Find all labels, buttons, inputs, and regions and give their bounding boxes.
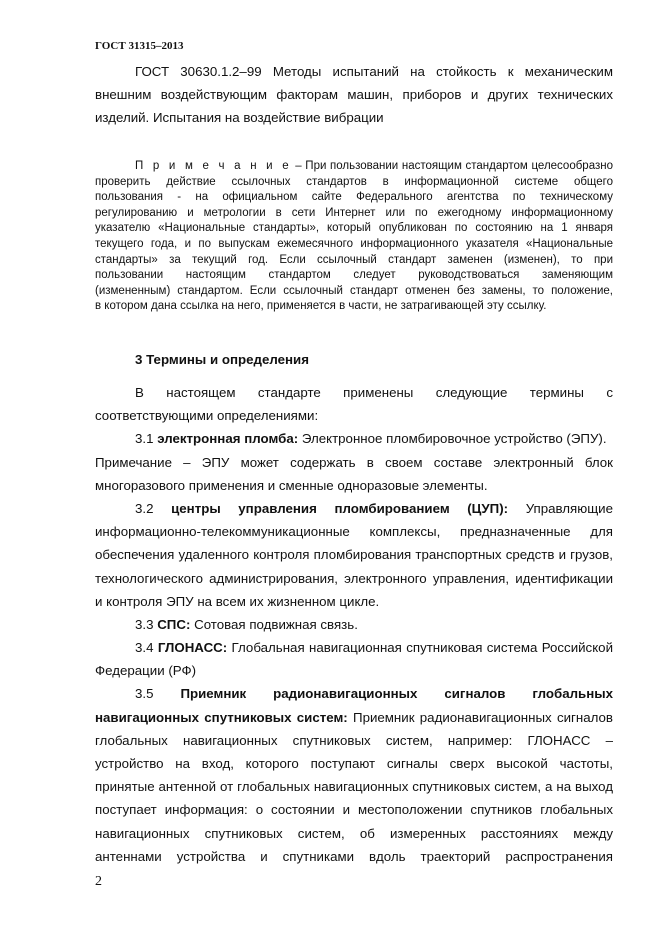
note-text: – При пользовании настоящим стандартом целесообразно [291, 160, 613, 172]
text-line: поступает информация: о состоянии и местоположении спутников глобальных [95, 802, 613, 818]
text-line: принятые антенной от глобальных навигационных спутниковых систем, а на выход [95, 779, 613, 795]
text-line: устройство на вход, которого поступают сигналы сверх высокой частоты, [95, 756, 613, 771]
section-3 [95, 348, 613, 371]
reference-gost-30630 [95, 60, 613, 130]
section-3-body [95, 381, 613, 868]
text-line: указателю «Национальные стандарты», который опубликован по состоянию на 1 января [95, 222, 613, 235]
term-name: навигационных спутниковых систем: [95, 709, 348, 725]
text-line: многоразового применения и сменные одноразовые элементы. [95, 477, 488, 493]
text-line: ГОСТ 30630.1.2–99 Методы испытаний на стойкость к механическим [135, 64, 613, 79]
text-line: пользования - на официальном сайте Федерального агентства по техническому [95, 191, 613, 204]
text-line: технологического администрирования, электронного управления, идентификации [95, 570, 613, 586]
term-3-3: 3.3 СПС: Сотовая подвижная связь. [135, 616, 358, 632]
text-line: соответствующими определениями: [95, 408, 319, 424]
note-block [95, 159, 613, 315]
text-line: пользовании настоящим стандартом следует руководствоваться заменяющим [95, 269, 613, 282]
text-line: (измененным) стандартом. Если ссылочный стандарт отменен без замены, то положение, [95, 284, 613, 297]
term-3-5: 3.5 Приемник радионавигационных сигналов глобальных [135, 686, 613, 702]
text-line: навигационных спутниковых систем, об измеренных расстояниях между [95, 825, 613, 841]
text-line: антеннами устройства и спутниками вдоль траекторий распространения [95, 848, 613, 864]
term-name: Приемник радионавигационных сигналов глобальных [180, 686, 613, 702]
term-name: электронная пломба: [157, 431, 299, 447]
text-line: регулированию и метрологии в сети Интернет или по ежегодному информационному [95, 206, 613, 219]
text-line: обеспечения удаленного контроля пломбирования транспортных средств и грузов, [95, 547, 613, 563]
term-3-1: 3.1 электронная пломба: Электронное пломбировочное устройство (ЭПУ). [135, 431, 607, 447]
section-heading: 3 Термины и определения [135, 352, 309, 367]
text-line: Федерации (РФ) [95, 663, 197, 679]
text-line: внешним воздействующим факторам машин, приборов и других технических [95, 87, 613, 103]
text-line: в котором дана ссылка на него, применяется в части, не затрагивающей эту ссылку. [95, 300, 547, 313]
page-number: 2 [95, 874, 102, 889]
text-line: В настоящем стандарте применены следующие термины с [135, 385, 613, 400]
text-line: текущего года, и по выпускам ежемесячного информационного указателя «Национальные [95, 237, 613, 250]
document-header: ГОСТ 31315–2013 [95, 40, 184, 52]
text-line [95, 159, 613, 175]
text-line: глобальных навигационных спутниковых систем, например: ГЛОНАСС – [95, 732, 613, 748]
text-line: стандарты» за текущий год. Если ссылочный стандарт заменен (изменен), то при [95, 253, 613, 266]
text-line: проверить действие ссылочных стандартов в информационной системе общего [95, 175, 613, 188]
text-line: изделий. Испытания на воздействие вибрации [95, 110, 384, 126]
text-line: и контроля ЭПУ на всем их жизненном цикле. [95, 593, 380, 609]
term-name: центры управления пломбированием (ЦУП): [171, 500, 509, 516]
text-line: информационно-телекоммуникационные комплексы, предназначенные для [95, 524, 613, 540]
term-name: СПС: [157, 616, 191, 632]
text-line: Примечание – ЭПУ может содержать в своем составе электронный блок [95, 454, 613, 470]
term-3-2: 3.2 центры управления пломбированием (ЦУП): Управляющие [135, 500, 613, 516]
note-label: П р и м е ч а н и е [135, 160, 292, 172]
term-name: ГЛОНАСС: [157, 640, 228, 656]
text-line: навигационных спутниковых систем: Приемник радионавигационных сигналов [95, 709, 613, 725]
term-3-4: 3.4 ГЛОНАСС: Глобальная навигационная спутниковая система Российской [135, 640, 613, 656]
